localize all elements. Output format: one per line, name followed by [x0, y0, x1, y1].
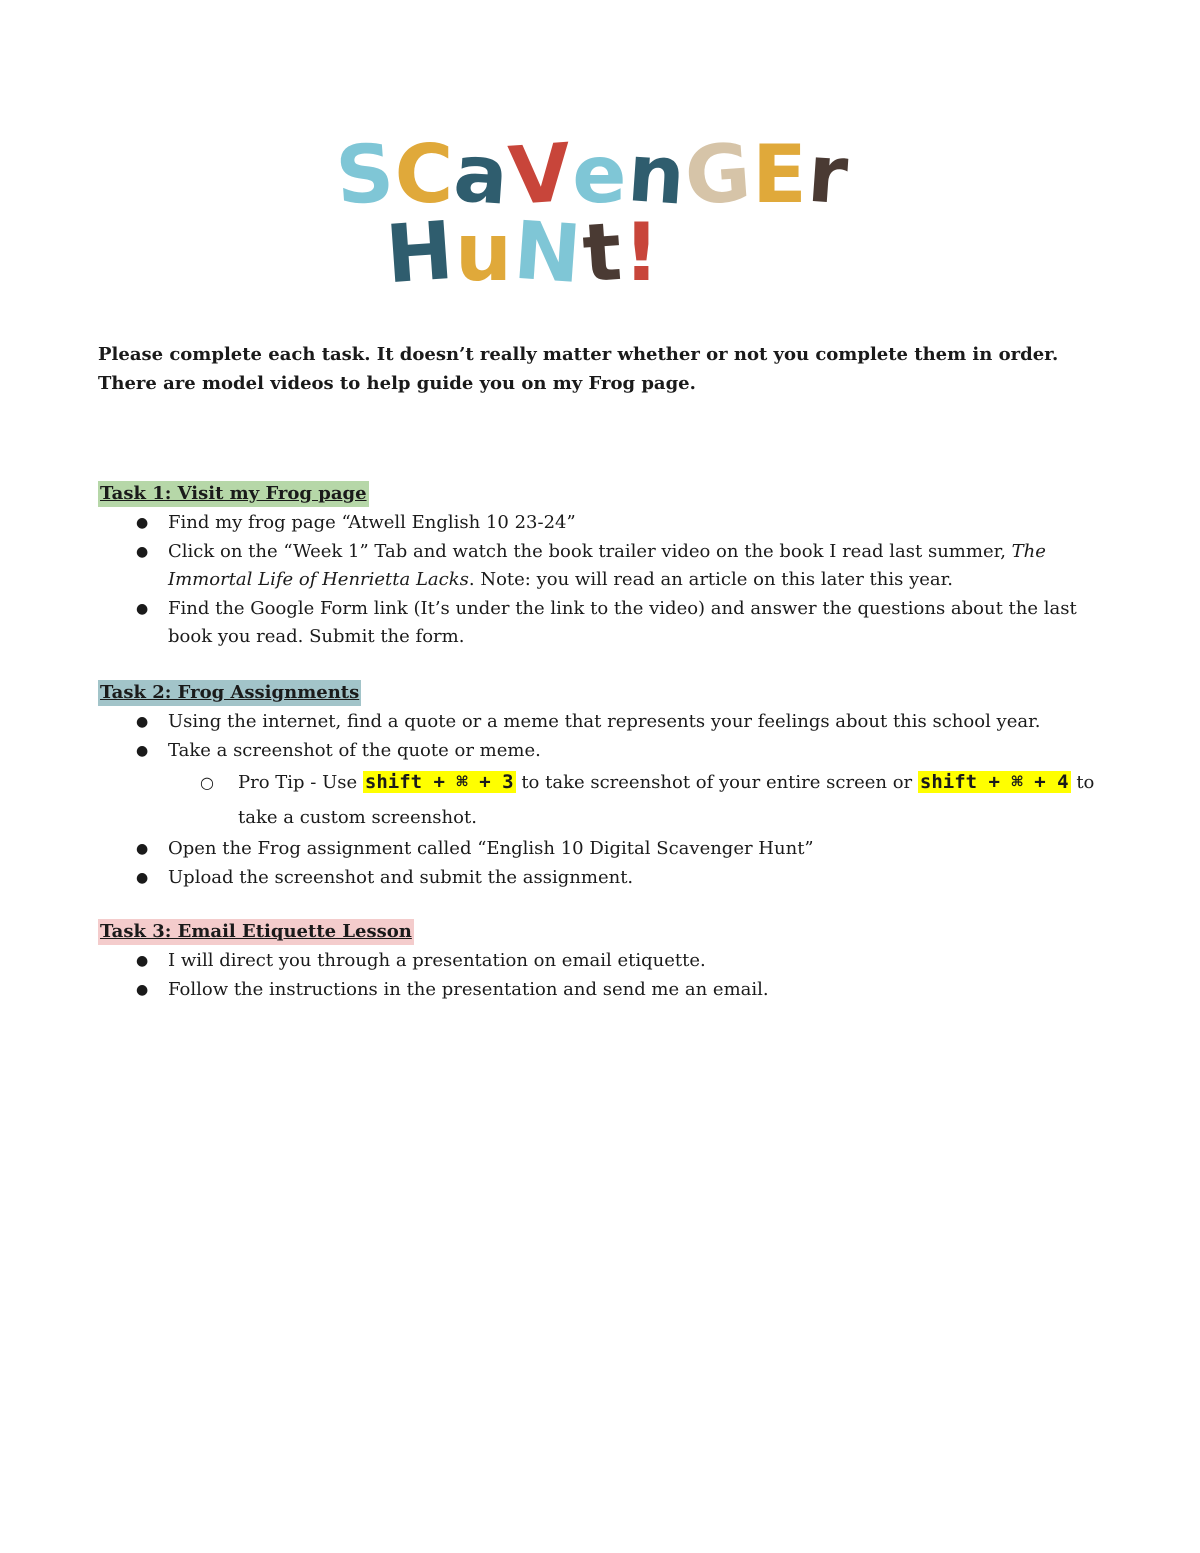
list-item: ● Find my frog page “Atwell English 10 23-24”: [98, 509, 1108, 538]
bullet-icon: ●: [136, 869, 149, 886]
task-3-section: [98, 919, 1108, 1004]
bullet-icon: ●: [136, 742, 149, 759]
task-2-title: Task 2: Frog Assignments: [98, 680, 361, 706]
list-item: ● Upload the screenshot and submit the assignment.: [98, 864, 1108, 893]
logo-letter: V: [506, 125, 576, 224]
task-1-title: Task 1: Visit my Frog page: [98, 481, 369, 507]
logo-letter: G: [682, 125, 756, 224]
intro-paragraph: [98, 340, 1098, 398]
bullet-icon: ●: [136, 981, 149, 998]
logo-letter: H: [382, 203, 459, 302]
list-item: ● Follow the instructions in the presentation and send me an email.: [98, 976, 1108, 1005]
logo-letter: S: [332, 126, 398, 223]
bullet-icon: ●: [136, 714, 149, 730]
sub-list-item: ○ Pro Tip - Use shift + ⌘ + 3 to take screenshot of your entire screen or shift + ⌘ + 4 to take a custom screenshot.: [98, 765, 1108, 835]
logo-letter: r: [804, 126, 852, 223]
scavenger-hunt-logo: [332, 125, 852, 302]
bullet-icon: ●: [136, 953, 149, 969]
sub-bullet-icon: ○: [200, 773, 214, 792]
logo-line-2: [382, 203, 662, 302]
intro-line-2: There are model videos to help guide you on my Frog page.: [98, 373, 696, 394]
logo-letter: t: [579, 204, 627, 301]
task-2-section: [98, 680, 1108, 892]
list-item: ● I will direct you through a presentation on email etiquette.: [98, 947, 1108, 976]
list-item: ● Using the internet, find a quote or a meme that represents your feelings about this school year.: [98, 708, 1108, 737]
bullet-icon: ●: [136, 841, 149, 857]
bullet-icon: ●: [136, 515, 149, 531]
logo-letter: e: [572, 128, 628, 221]
logo-letter: !: [623, 206, 662, 299]
logo-letter: a: [451, 126, 513, 223]
logo-letter: n: [624, 126, 689, 223]
list-item: ● Find the Google Form link (It’s under the link to the video) and answer the questions about the last book you read. Submit the form.: [98, 595, 1108, 652]
logo-letter: C: [394, 128, 455, 221]
bullet-icon: ●: [136, 543, 149, 560]
list-item: ● Open the Frog assignment called “English 10 Digital Scavenger Hunt”: [98, 835, 1108, 864]
task-1-section: [98, 481, 1108, 652]
list-item: ● Click on the “Week 1” Tab and watch the book trailer video on the book I read last summer, The Immortal Life of Henrietta Lacks. Note: you will read an article on this later this year.: [98, 538, 1108, 595]
task-1-list: [98, 509, 1108, 652]
logo-letter: N: [510, 203, 587, 302]
task-3-list: [98, 947, 1108, 1004]
logo-letter: u: [454, 206, 514, 299]
logo-letter: E: [752, 128, 808, 221]
bullet-icon: ●: [136, 600, 149, 617]
shortcut-full-screen: shift + ⌘ + 3: [364, 771, 514, 793]
list-item: ● Take a screenshot of the quote or meme. ○ Pro Tip - Use shift + ⌘ + 3 to take screenshot of your entire screen or shift + ⌘ + 4 to take a custom screenshot.: [98, 737, 1108, 836]
task-3-title: Task 3: Email Etiquette Lesson: [98, 919, 414, 945]
shortcut-custom-screen: shift + ⌘ + 4: [919, 771, 1069, 793]
intro-line-1: Please complete each task. It doesn’t really matter whether or not you complete them in order.: [98, 344, 1059, 365]
task-2-list: [98, 708, 1108, 892]
task-2-sublist: [168, 765, 1108, 835]
book-title: The Immortal Life of Henrietta Lacks: [168, 540, 1046, 590]
